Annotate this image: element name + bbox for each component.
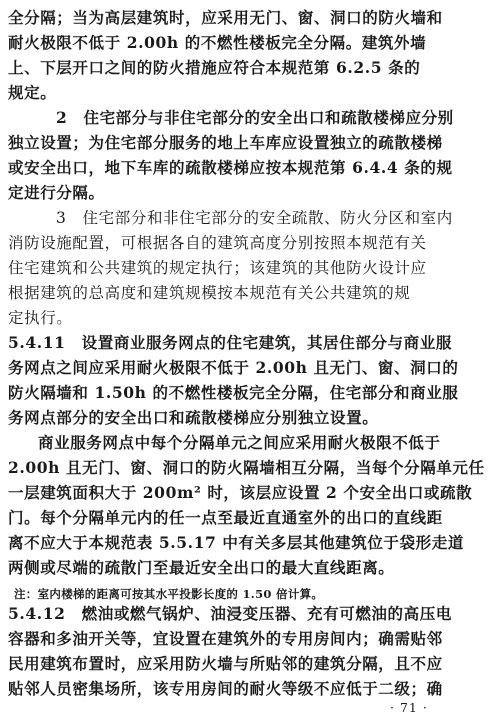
text-line: 规定。 (8, 83, 57, 102)
text-line: 务网点之间应采用耐火极限不低于 2.00h 且无门、窗、洞口的 (8, 358, 459, 377)
text-line: 两侧或尽端的疏散门至最近安全出口的最大直线距离。 (8, 558, 395, 577)
text-line: 耐火极限不低于 2.00h 的不燃性楼板完全分隔。建筑外墙 (8, 33, 427, 52)
text-line: 防火隔墙和 1.50h 的不燃性楼板完全分隔，住宅部分和商业服 (8, 383, 459, 402)
footnote: 注：室内楼梯的距离可按其水平投影长度的 1.50 倍计算。 (14, 587, 324, 601)
text-line: 2 住宅部分与非住宅部分的安全出口和疏散楼梯应分别 (56, 108, 454, 127)
text-line: 离不应大于本规范表 5.5.17 中有关多层其他建筑位于袋形走道 (8, 533, 464, 552)
page-number: · 71 · (390, 700, 428, 715)
text-line: 独立设置；为住宅部分服务的地上车库应设置独立的疏散楼梯 (8, 133, 443, 152)
text-line: 上、下层开口之间的防火措施应符合本规范第 6.2.5 条的 (8, 58, 421, 77)
text-line: 2.00h 且无门、窗、洞口的防火隔墙相互分隔，当每个分隔单元任 (8, 458, 485, 477)
text-line: 5.4.11 设置商业服务网点的住宅建筑，其居住部分与商业服 (8, 333, 452, 352)
text-line: 商业服务网点中每个分隔单元之间应采用耐火极限不低于 (38, 433, 441, 452)
text-line: 根据建筑的总高度和建筑规模按本规范有关公共建筑的规 (8, 284, 411, 302)
text-line: 消防设施配置，可根据各自的建筑高度分别按照本规范有关 (8, 234, 427, 252)
text-line: 住宅建筑和公共建筑的规定执行；该建筑的其他防火设计应 (8, 259, 427, 277)
text-line: 门。每个分隔单元内的任一点至最近直通室外的出口的直线距 (8, 508, 443, 527)
text-line: 全分隔；当为高层建筑时，应采用无门、窗、洞口的防火墙和 (8, 8, 443, 27)
text-line: 定进行分隔。 (8, 183, 105, 202)
text-line: 5.4.12 燃油或燃气锅炉、油浸变压器、充有可燃油的高压电 (8, 604, 452, 623)
text-line: 贴邻人员密集场所，该专用房间的耐火等级不应低于二级；确 (8, 679, 443, 698)
text-line: 3 住宅部分和非住宅部分的安全疏散、防火分区和室内 (56, 209, 453, 227)
text-line: 容器和多油开关等，宜设置在建筑外的专用房间内；确需贴邻 (8, 629, 443, 648)
text-line: 一层建筑面积大于 200m² 时，该层应设置 2 个安全出口或疏散 (8, 483, 473, 502)
text-line: 务网点部分的安全出口和疏散楼梯应分别独立设置。 (8, 408, 379, 427)
text-line: 或安全出口，地下车库的疏散楼梯应按本规范第 6.4.4 条的规 (8, 158, 453, 177)
text-line: 定执行。 (8, 309, 73, 327)
text-line: 民用建筑布置时，应采用防火墙与所贴邻的建筑分隔，且不应 (8, 654, 443, 673)
